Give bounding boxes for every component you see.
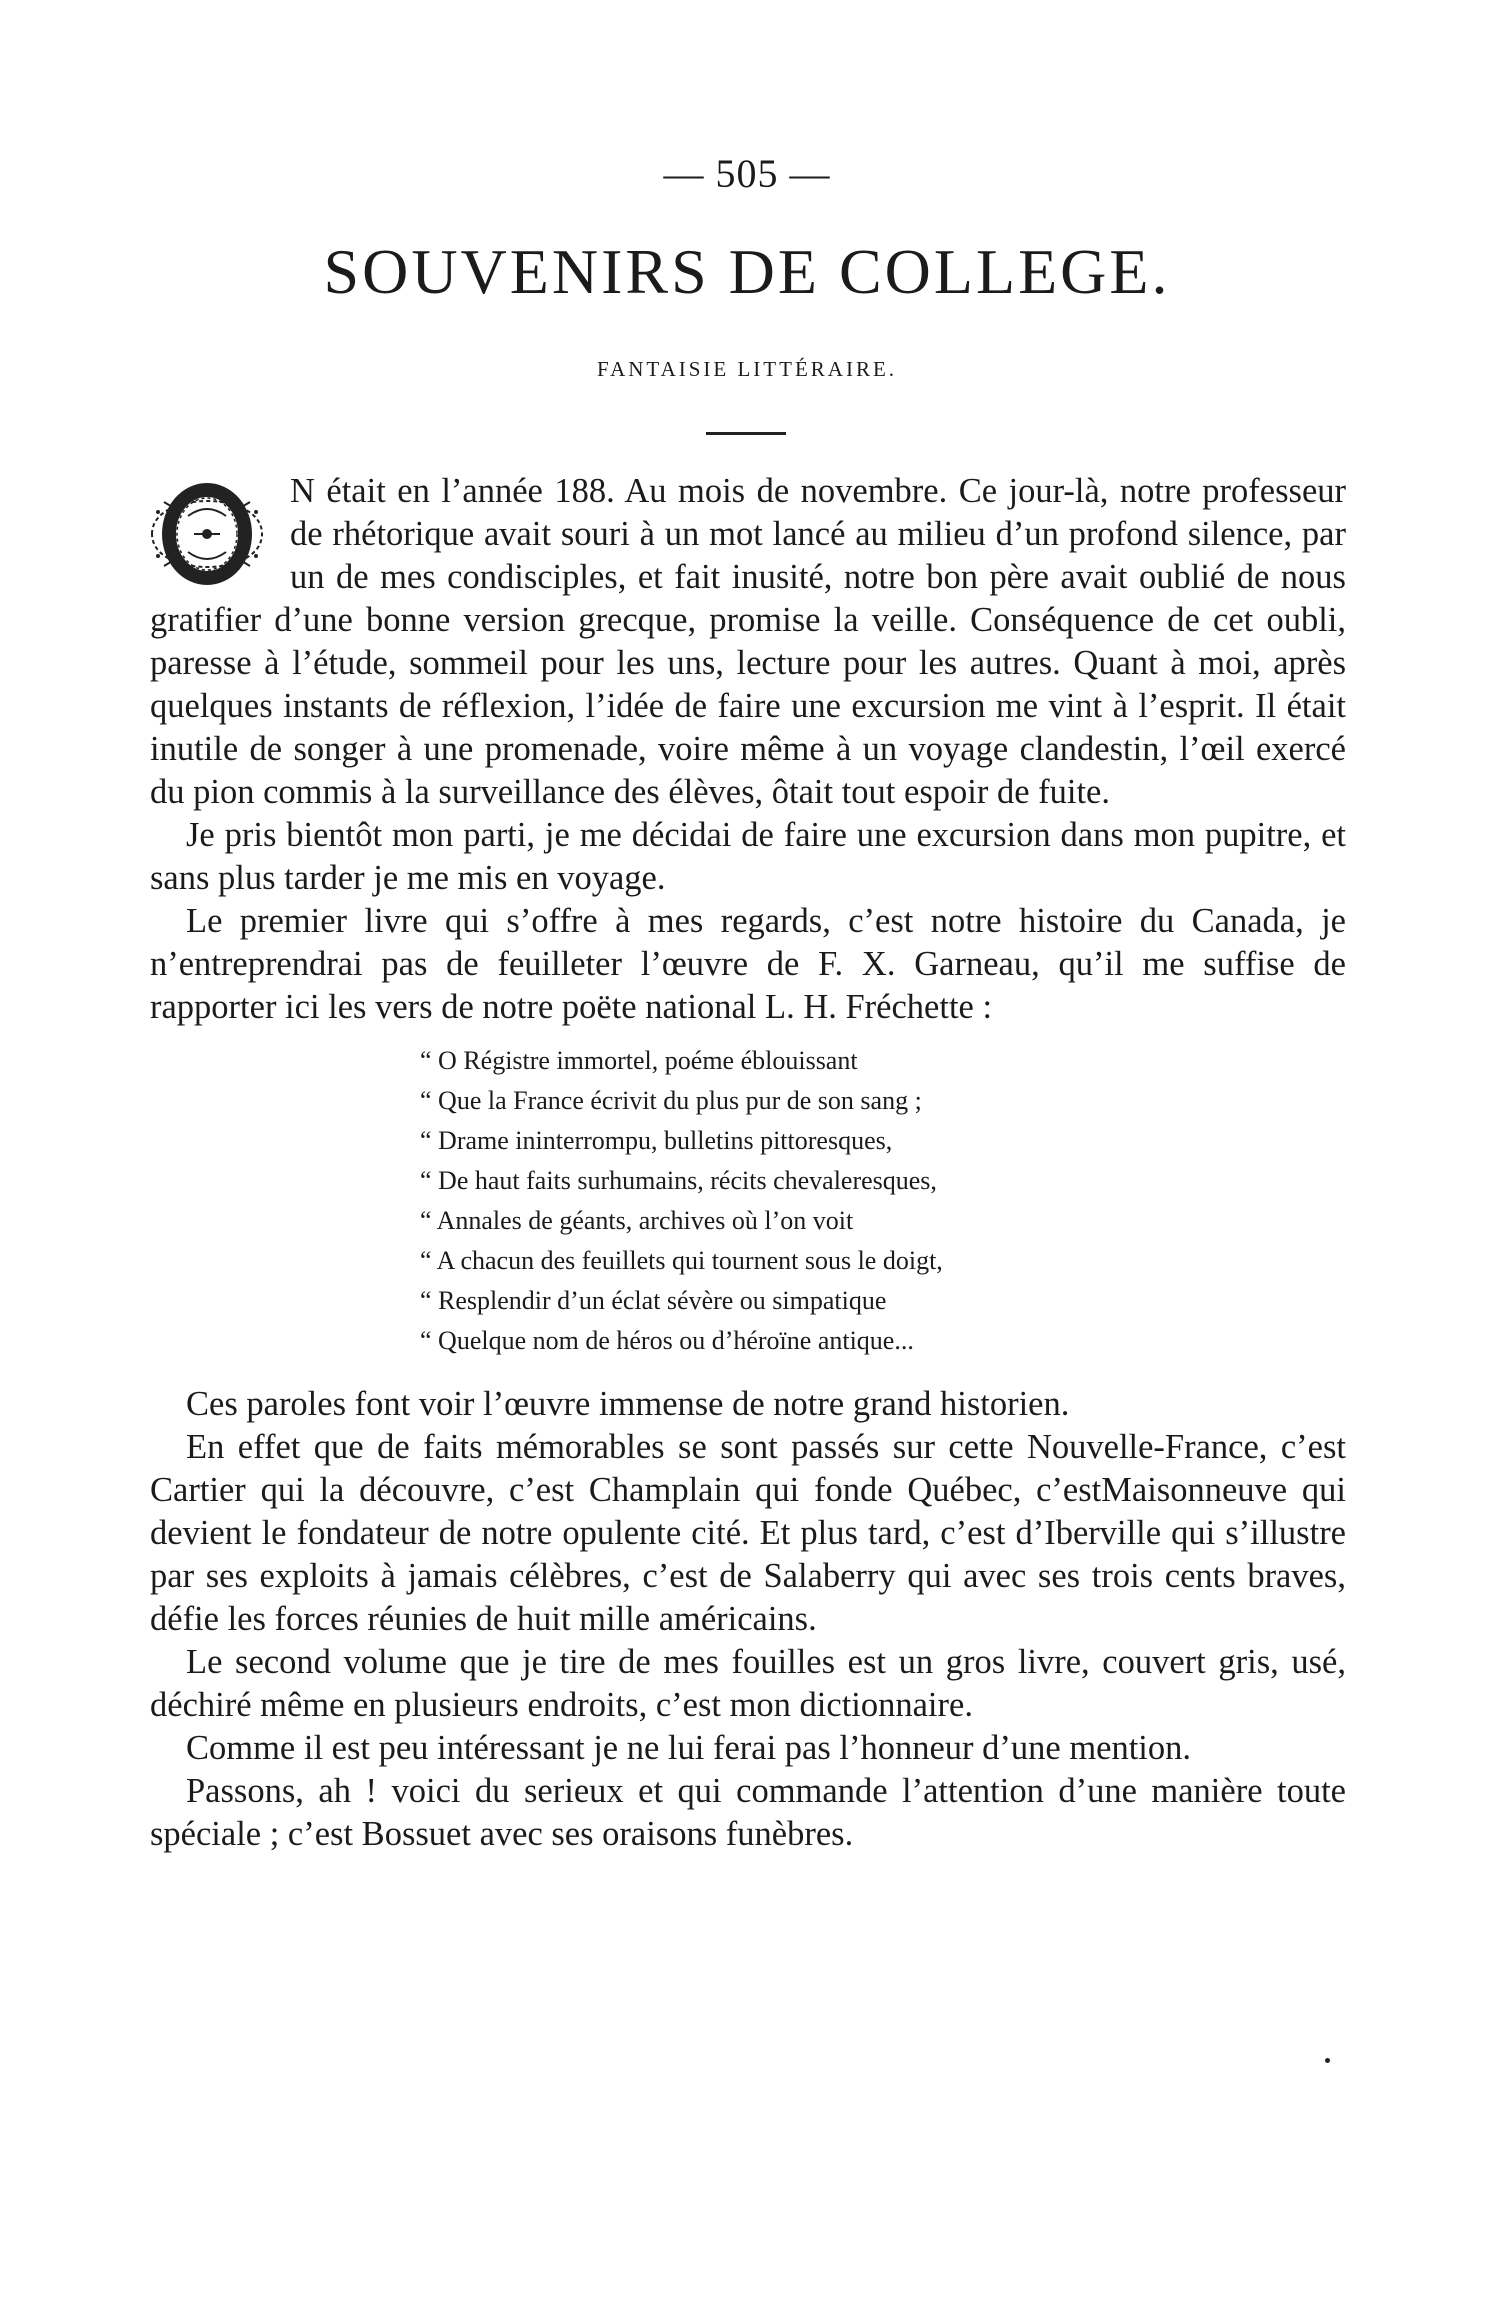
- verse-quotation: [420, 1041, 1346, 1361]
- verse-line: “ O Régistre immortel, poéme éblouissant: [420, 1046, 858, 1075]
- verse-line: “ Drame ininterrompu, bulletins pittoresques,: [420, 1126, 893, 1155]
- verse-line: “ De haut faits surhumains, récits chevaleresques,: [420, 1166, 937, 1195]
- verse-line: “ Annales de géants, archives où l’on voit: [420, 1206, 854, 1235]
- verse-line: “ Resplendir d’un éclat sévère ou simpatique: [420, 1286, 887, 1315]
- verse-line: “ Quelque nom de héros ou d’héroïne antique...: [420, 1326, 914, 1355]
- body-text: [150, 470, 1346, 1856]
- paragraph-4: Ces paroles font voir l’œuvre immense de notre grand historien.: [186, 1385, 1070, 1423]
- page-number: — 505 —: [663, 151, 831, 196]
- paragraph-5: En effet que de faits mémorables se sont passés sur cette Nouvelle-France, c’est Cartier qui la découvre, c’est Champlain qui fonde Québec, c’estMaisonneuve qui devient le fondateur de notre opulente cité. Et plus tard, c’est d’Iberville qui s’illustre par ses exploits à jamais célèbres, c’est de Salaberry qui avec ses trois cents braves, défie les forces réunies de huit mille américains.: [150, 1428, 1346, 1638]
- paragraph-1: [150, 470, 1346, 814]
- chapter-subtitle: FANTAISIE LITTÉRAIRE.: [596, 357, 898, 381]
- paragraph-8: Passons, ah ! voici du serieux et qui commande l’attention d’une manière toute spéciale ; c’est Bossuet avec ses oraisons funèbres.: [150, 1772, 1346, 1853]
- verse-line: “ Que la France écrivit du plus pur de son sang ;: [420, 1086, 922, 1115]
- paragraph-3: Le premier livre qui s’offre à mes regards, c’est notre histoire du Canada, je n’entreprendrai pas de feuilleter l’œuvre de F. X. Garneau, qu’il me suffise de rapporter ici les vers de notre poëte national L. H. Fréchette :: [150, 902, 1346, 1026]
- ornamental-initial-o-icon: [138, 472, 276, 596]
- paragraph-2: Je pris bientôt mon parti, je me décidai de faire une excursion dans mon pupitre, et sans plus tarder je me mis en voyage.: [150, 816, 1346, 897]
- paragraph-1-text: N était en l’année 188. Au mois de novembre. Ce jour-là, notre professeur de rhétorique avait souri à un mot lancé au milieu d’un profond silence, par un de mes condisciples, et fait inusité, notre bon père avait oublié de nous gratifier d’une bonne version grecque, promise la veille. Conséquence de cet oubli, paresse à l’étude, sommeil pour les uns, lecture pour les autres. Quant à moi, après quelques instants de réflexion, l’idée de faire une excursion me vint à l’esprit. Il était inutile de songer à une promenade, voire même à un voyage clandestin, l’œil exercé du pion commis à la surveillance des élèves, ôtait tout espoir de fuite.: [150, 472, 1346, 811]
- paragraph-6: Le second volume que je tire de mes fouilles est un gros livre, couvert gris, usé, déchiré même en plusieurs endroits, c’est mon dictionnaire.: [150, 1643, 1346, 1724]
- title-divider: [706, 432, 786, 435]
- paragraph-7: Comme il est peu intéressant je ne lui ferai pas l’honneur d’une mention.: [186, 1729, 1192, 1767]
- verse-line: “ A chacun des feuillets qui tournent sous le doigt,: [420, 1246, 943, 1275]
- chapter-title: SOUVENIRS DE COLLEGE.: [323, 236, 1171, 307]
- print-speck: [1325, 2058, 1330, 2063]
